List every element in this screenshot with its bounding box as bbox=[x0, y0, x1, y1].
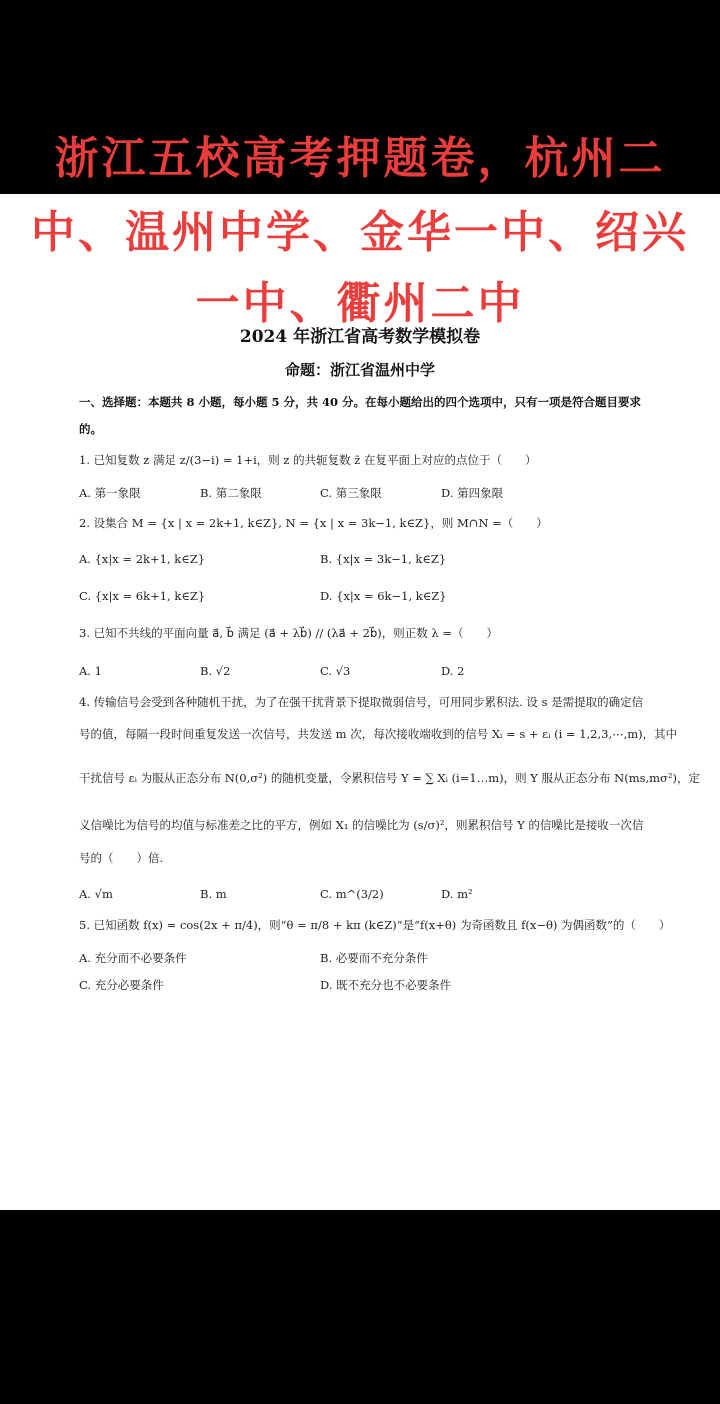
q5-option-b: B. 必要而不充分条件 bbox=[320, 951, 428, 965]
q2-option-a: A. {x|x = 2k+1, k∈Z} bbox=[79, 552, 206, 566]
q3-option-c: C. √3 bbox=[320, 664, 351, 678]
question-4-line-2: 号的值，每隔一段时间重复发送一次信号，共发送 m 次，每次接收端收到的信号 Xᵢ = s + εᵢ (i = 1,2,3,⋯,m)，其中 bbox=[79, 727, 678, 741]
section-header-cont: 的。 bbox=[79, 422, 102, 436]
bottom-black-band bbox=[0, 1210, 720, 1404]
q1-option-c: C. 第三象限 bbox=[320, 486, 382, 500]
question-5-stem: 5. 已知函数 f(x) = cos(2x + π/4)，则“θ = π/8 + kπ (k∈Z)”是“f(x+θ) 为奇函数且 f(x−θ) 为偶函数”的（ ） bbox=[79, 918, 671, 932]
question-4-line-3: 干扰信号 εᵢ 为服从正态分布 N(0,σ²) 的随机变量，令累积信号 Y = ∑ Xᵢ (i=1…m)，则 Y 服从正态分布 N(ms,mσ²)，定 bbox=[79, 771, 701, 785]
headline-line-3: 一中、衢州二中 bbox=[195, 278, 525, 329]
q5-option-a: A. 充分而不必要条件 bbox=[79, 951, 187, 965]
q3-option-d: D. 2 bbox=[441, 664, 465, 678]
q2-option-c: C. {x|x = 6k+1, k∈Z} bbox=[79, 589, 206, 603]
q3-option-a: A. 1 bbox=[79, 664, 102, 678]
q4-option-d: D. m² bbox=[441, 887, 473, 901]
question-4-line-1: 4. 传输信号会受到各种随机干扰，为了在强干扰背景下提取微弱信号，可用同步累积法. 设 s 是需提取的确定信 bbox=[79, 695, 644, 709]
q2-option-d: D. {x|x = 6k−1, k∈Z} bbox=[320, 589, 447, 603]
question-1-stem: 1. 已知复数 z 满足 z/(3−i) = 1+i，则 z 的共轭复数 z̄ 在复平面上对应的点位于（ ） bbox=[79, 453, 537, 467]
q4-option-c: C. m^(3/2) bbox=[320, 887, 384, 901]
q4-option-b: B. m bbox=[200, 887, 227, 901]
headline-line-2: 中、温州中学、金华一中、绍兴 bbox=[31, 207, 689, 258]
q5-option-d: D. 既不充分也不必要条件 bbox=[320, 978, 452, 992]
headline-line-1: 浙江五校高考押题卷，杭州二 bbox=[54, 133, 666, 184]
section-header: 一、选择题：本题共 8 小题，每小题 5 分，共 40 分。在每小题给出的四个选项中，只有一项是符合题目要求 bbox=[79, 395, 642, 409]
q4-option-a: A. √m bbox=[79, 887, 113, 901]
q5-option-c: C. 充分必要条件 bbox=[79, 978, 164, 992]
q1-option-a: A. 第一象限 bbox=[79, 486, 141, 500]
q1-option-b: B. 第二象限 bbox=[200, 486, 262, 500]
question-2-stem: 2. 设集合 M = {x | x = 2k+1, k∈Z}, N = {x | x = 3k−1, k∈Z}，则 M∩N =（ ） bbox=[79, 516, 548, 530]
exam-subtitle: 命题：浙江省温州中学 bbox=[284, 361, 435, 379]
q2-option-b: B. {x|x = 3k−1, k∈Z} bbox=[320, 552, 447, 566]
q3-option-b: B. √2 bbox=[200, 664, 231, 678]
question-4-line-4: 义信噪比为信号的均值与标准差之比的平方，例如 X₁ 的信噪比为 (s/σ)²，则累积信号 Y 的信噪比是接收一次信 bbox=[79, 818, 644, 832]
q1-option-d: D. 第四象限 bbox=[441, 486, 504, 500]
question-3-stem: 3. 已知不共线的平面向量 a⃗, b⃗ 满足 (a⃗ + λb⃗) // (λa⃗ + 2b⃗)，则正数 λ =（ ） bbox=[79, 626, 498, 640]
question-4-line-5: 号的（ ）倍. bbox=[79, 851, 164, 865]
exam-title: 2024 年浙江省高考数学模拟卷 bbox=[239, 327, 481, 347]
